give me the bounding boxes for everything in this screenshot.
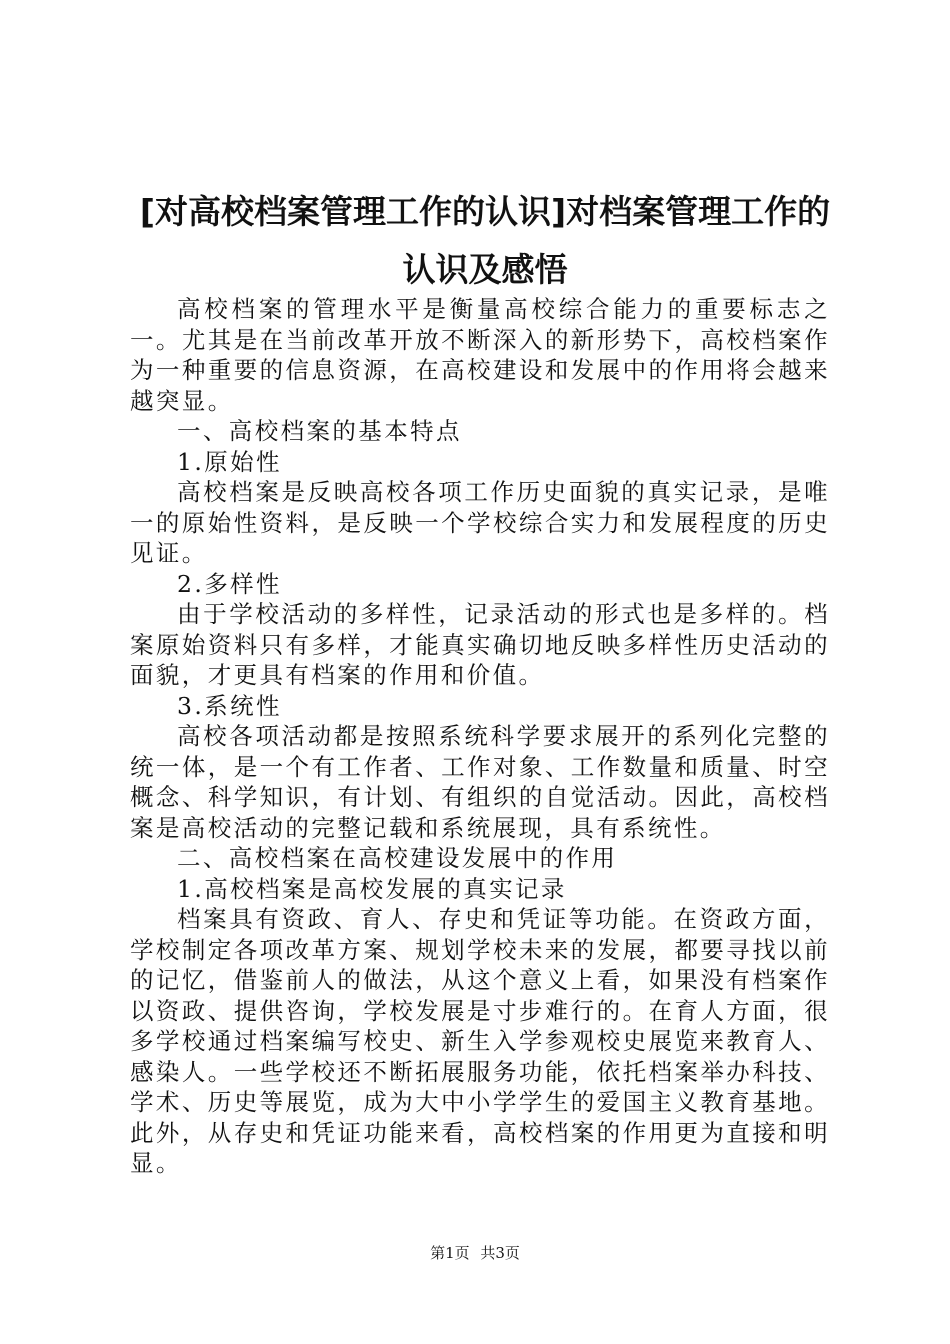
paragraph-intro: 高校档案的管理水平是衡量高校综合能力的重要标志之一。尤其是在当前改革开放不断深入的新形势下，高校档案作为一种重要的信息资源，在高校建设和发展中的作用将会越来越突显。	[130, 295, 830, 415]
section-heading-2: 二、高校档案在高校建设发展中的作用	[177, 844, 618, 872]
paragraph-systematic: 高校各项活动都是按照系统科学要求展开的系列化完整的统一体，是一个有工作者、工作对象、工作数量和质量、时空概念、科学知识，有计划、有组织的自觉活动。因此，高校档案是高校活动的完整记载和系统展现，具有系统性。	[130, 722, 830, 842]
document-body	[130, 294, 830, 1179]
paragraph-diversity: 由于学校活动的多样性，记录活动的形式也是多样的。档案原始资料只有多样，才能真实确切地反映多样性历史活动的面貌，才更具有档案的作用和价值。	[130, 600, 830, 689]
section-heading-1: 一、高校档案的基本特点	[177, 417, 462, 445]
subheading-diversity: 2.多样性	[177, 569, 282, 598]
page-footer	[0, 1243, 950, 1263]
document-title: [对高校档案管理工作的认识]对档案管理工作的认识及感悟	[139, 192, 831, 289]
subheading-systematic: 3.系统性	[177, 691, 282, 720]
subheading-true-record: 1.高校档案是高校发展的真实记录	[177, 874, 567, 903]
page-number: 第1页	[430, 1244, 470, 1262]
page-total: 共3页	[480, 1244, 520, 1262]
paragraph-originality: 高校档案是反映高校各项工作历史面貌的真实记录，是唯一的原始性资料，是反映一个学校综合实力和发展程度的历史见证。	[130, 478, 830, 567]
paragraph-functions: 档案具有资政、育人、存史和凭证等功能。在资政方面，学校制定各项改革方案、规划学校未来的发展，都要寻找以前的记忆，借鉴前人的做法，从这个意义上看，如果没有档案作以资政、提供咨询，学校发展是寸步难行的。在育人方面，很多学校通过档案编写校史、新生入学参观校史展览来教育人、感染人。一些学校还不断拓展服务功能，依托档案举办科技、学术、历史等展览，成为大中小学学生的爱国主义教育基地。此外，从存史和凭证功能来看，高校档案的作用更为直接和明显。	[130, 905, 830, 1177]
subheading-originality: 1.原始性	[177, 447, 282, 476]
